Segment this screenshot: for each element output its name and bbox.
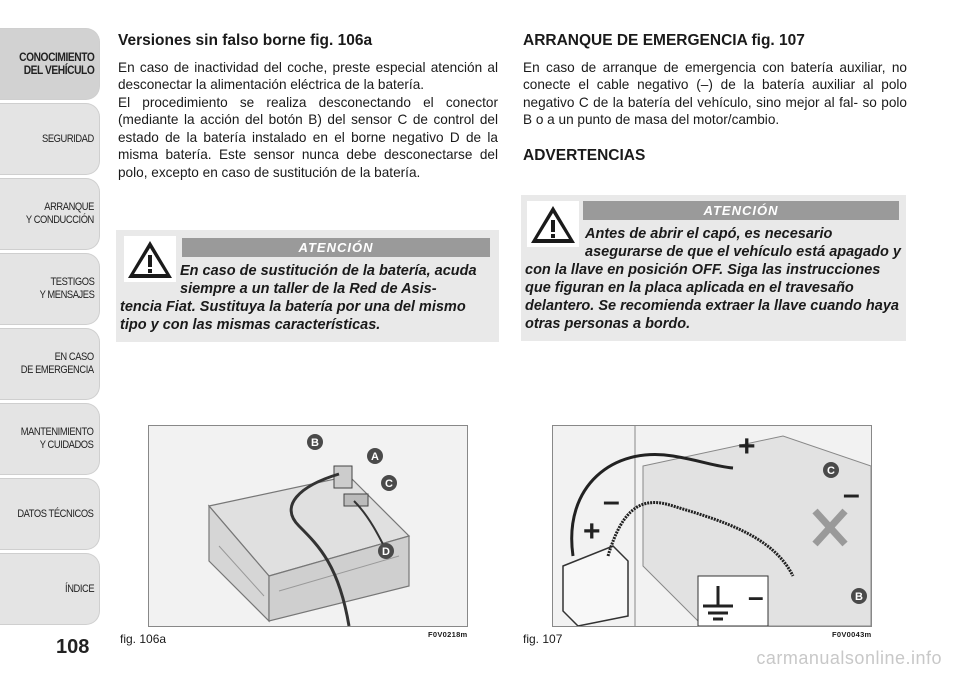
tab-label: ÍNDICE (64, 582, 94, 595)
page-number: 108 (56, 636, 90, 658)
tab-arranque[interactable] (0, 178, 100, 250)
tab-label: EN CASO DE EMERGENCIA (20, 351, 94, 376)
tab-testigos[interactable] (0, 253, 100, 325)
svg-text:–: – (748, 581, 764, 612)
warning-line: En caso de sustitución de la batería, acuda siempre a un taller de la Red de Asis- (180, 263, 477, 297)
svg-text:C: C (385, 478, 393, 490)
callout-a (367, 448, 383, 469)
warning-text (120, 262, 494, 334)
warning-box (521, 195, 906, 341)
svg-text:+: + (738, 430, 756, 463)
warning-line: Antes de abrir el capó, es necesario asegurarse de que el vehículo está apagado y (585, 226, 901, 260)
warning-line: con la llave en posición OFF. Siga las instrucciones que figuran en la placa aplicada en el travesaño delantero. Se recomienda extraer la llave cuando haya otras personas a bordo. (525, 262, 899, 332)
section-heading-advertencias: ADVERTENCIAS (523, 146, 646, 164)
callout-d (378, 543, 394, 564)
left-column (118, 32, 498, 181)
right-column (523, 32, 907, 173)
svg-text:C: C (827, 465, 835, 477)
tab-emergencia[interactable] (0, 328, 100, 400)
tab-datos-tecnicos[interactable] (0, 478, 100, 550)
warning-text (525, 225, 901, 333)
svg-text:+: + (583, 515, 601, 548)
paragraph: En caso de inactividad del coche, preste especial atención al desconectar la alimentación eléctrica de la batería. (118, 59, 498, 92)
tab-indice[interactable] (0, 553, 100, 625)
watermark: carmanualsonline.info (756, 648, 942, 668)
svg-text:–: – (843, 478, 860, 511)
callout-b (851, 588, 867, 609)
figure-code: F0V0218m (428, 630, 468, 639)
warning-line: tencia Fiat. Sustituya la batería por una del mismo tipo y con las mismas características. (120, 299, 466, 333)
tab-conocimiento[interactable] (0, 28, 100, 100)
tab-label: SEGURIDAD (42, 132, 94, 145)
svg-text:B: B (855, 591, 863, 603)
svg-text:A: A (371, 451, 379, 463)
warning-box (116, 230, 499, 342)
tab-label: MANTENIMIENTO Y CUIDADOS (21, 426, 94, 451)
figure-106a (148, 425, 468, 627)
callout-c (823, 462, 839, 483)
figure-code: F0V0043m (832, 630, 872, 639)
paragraph: El procedimiento se realiza desconectando el conector (mediante la acción del botón B) del sensor C de control del estado de la batería instalado en el borne negativo D de la misma batería. Este sensor nunca debe desconectarse del polo, excepto en caso de sustitución de la batería. (118, 94, 498, 180)
jump-start-illustration (553, 426, 871, 626)
tab-label: DATOS TÉCNICOS (17, 507, 94, 520)
tab-seguridad[interactable] (0, 103, 100, 175)
warning-title: ATENCIÓN (583, 201, 899, 220)
paragraph: En caso de arranque de emergencia con batería auxiliar, no conecte el cable negativo (–) de la batería auxiliar al polo negativo C de la batería del vehículo, sino mejor al fal- so polo B o a un punto de masa del motor/cambio. (523, 59, 907, 127)
svg-text:–: – (603, 485, 620, 518)
callout-c (381, 475, 397, 496)
figure-label: fig. 107 (523, 632, 563, 646)
svg-text:B: B (311, 437, 319, 449)
callout-b (307, 434, 323, 455)
tab-mantenimiento[interactable] (0, 403, 100, 475)
battery-illustration (149, 426, 467, 626)
figure-107 (552, 425, 872, 627)
figure-label: fig. 106a (120, 632, 167, 646)
tab-label: ARRANQUE Y CONDUCCIÓN (25, 201, 94, 226)
section-heading: Versiones sin falso borne fig. 106a (118, 32, 373, 49)
warning-title: ATENCIÓN (182, 238, 490, 257)
tab-label: CONOCIMIENTO DEL VEHÍCULO (18, 50, 94, 77)
section-heading: ARRANQUE DE EMERGENCIA fig. 107 (523, 32, 805, 49)
tab-label: TESTIGOS Y MENSAJES (39, 276, 94, 301)
svg-text:D: D (382, 546, 390, 558)
